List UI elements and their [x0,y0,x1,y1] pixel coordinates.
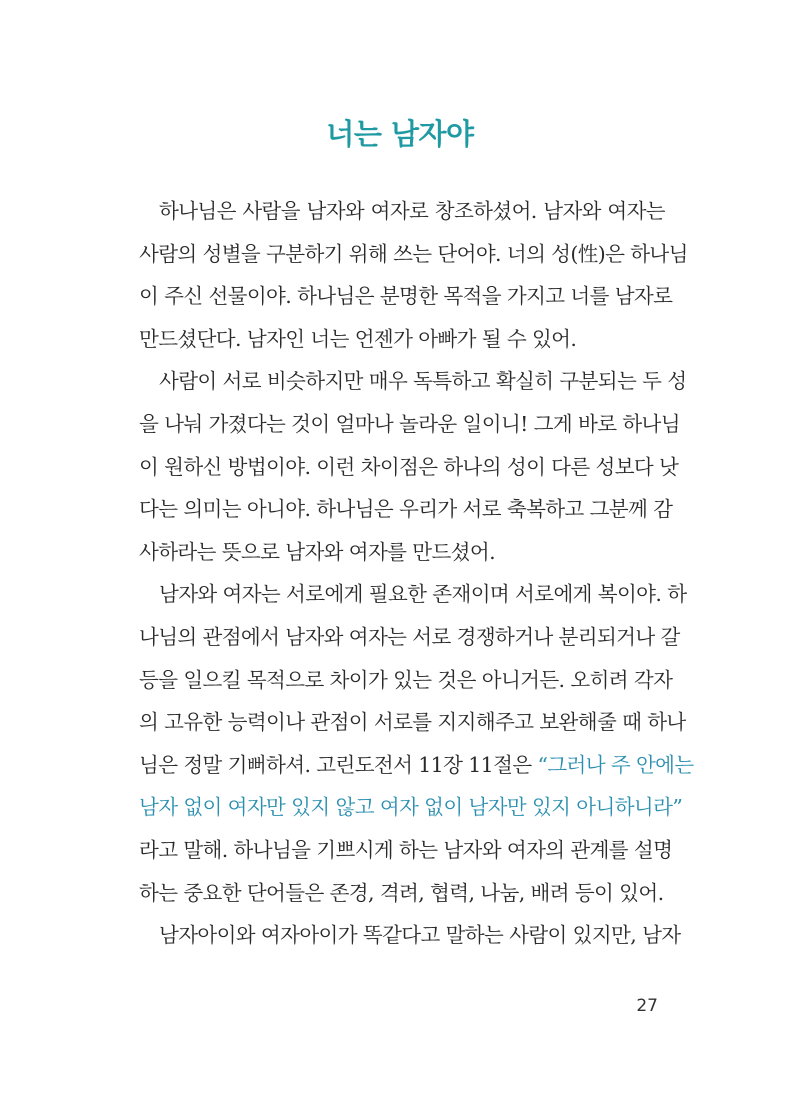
paragraph-1-line-1: 하나님은 사람을 남자와 여자로 창조하셨어. 남자와 여자는 [159,199,665,223]
paragraph-2-line-2: 을 나눠 가졌다는 것이 얼마나 놀라운 일이니! 그게 바로 하나님 [139,411,680,436]
paragraph-3-line-8: 하는 중요한 단어들은 존경, 격려, 협력, 나눔, 배려 등이 있어. [139,880,664,905]
paragraph-3-line-2: 나님의 관점에서 남자와 여자는 서로 경쟁하거나 분리되거나 갈 [139,624,680,649]
bible-quote-start: “그러나 주 안에는 [537,752,694,777]
paragraph-3-line-7: 라고 말해. 하나님을 기쁘시게 하는 남자와 여자의 관계를 설명 [139,837,673,862]
paragraph-3-line-5 [139,744,694,787]
paragraph-1-line-2: 사람의 성별을 구분하기 위해 쓰는 단어야. 너의 성(性)은 하나님 [139,241,688,266]
paragraph-4-line-1: 남자아이와 여자아이가 똑같다고 말하는 사람이 있지만, 남자 [159,923,681,948]
bible-quote-end: 남자 없이 여자만 있지 않고 여자 없이 남자만 있지 아니하니라” [139,795,683,820]
paragraph-2-line-4: 다는 의미는 아니야. 하나님은 우리가 서로 축복하고 그분께 감 [139,497,673,522]
chapter-title: 너는 남자야 [326,117,474,151]
paragraph-3-line-3: 등을 일으킬 목적으로 차이가 있는 것은 아니거든. 오히려 각자 [139,667,673,692]
paragraph-2-line-5: 사하라는 뜻으로 남자와 여자를 만드셨어. [139,539,496,564]
paragraph-1-line-3: 이 주신 선물이야. 하나님은 분명한 목적을 가지고 너를 남자로 [139,284,673,309]
page-number: 27 [636,996,658,1016]
paragraph-3-line-4: 의 고유한 능력이나 관점이 서로를 지지해주고 보완해줄 때 하나 [139,710,686,735]
paragraph-2-line-1: 사람이 서로 비슷하지만 매우 독특하고 확실히 구분되는 두 성 [159,369,687,394]
paragraph-3-line-5-text: 님은 정말 기뻐하셔. 고린도전서 11장 11절은 [139,752,538,777]
paragraph-2-line-3: 이 원하신 방법이야. 이런 차이점은 하나의 성이 다른 성보다 낫 [139,454,679,479]
paragraph-3-line-1: 남자와 여자는 서로에게 필요한 존재이며 서로에게 복이야. 하 [159,582,687,607]
paragraph-1-line-4: 만드셨단다. 남자인 너는 언젠가 아빠가 될 수 있어. [139,326,577,351]
body-text [139,190,694,957]
